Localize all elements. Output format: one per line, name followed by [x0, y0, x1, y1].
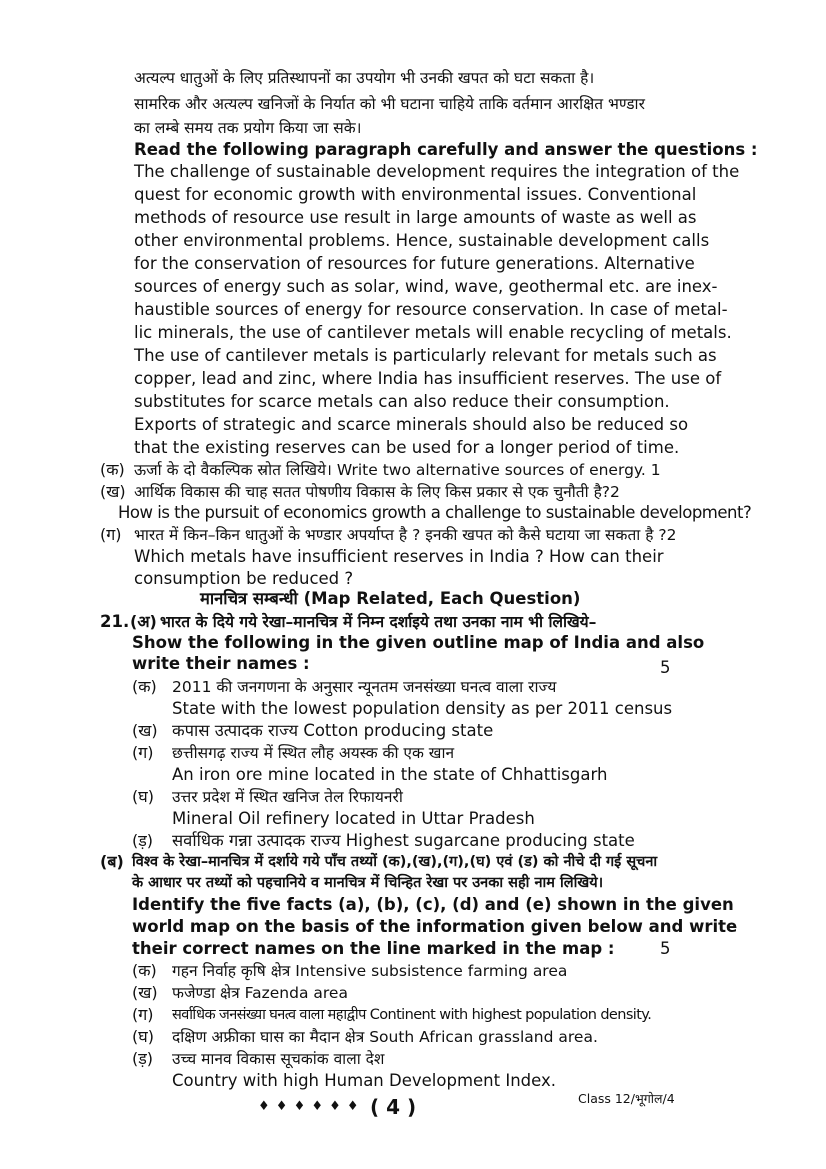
item-line: 2011 की जनगणना के अनुसार न्यूनतम जनसंख्या घनत्व वाला राज्य	[172, 678, 557, 696]
item-line: Mineral Oil refinery located in Uttar Pradesh	[172, 809, 535, 828]
class-code: Class 12/भूगोल/4	[578, 1091, 675, 1106]
item-line: फजेण्डा क्षेत्र Fazenda area	[172, 984, 348, 1002]
item-line: छत्तीसगढ़ राज्य में स्थित लौह अयस्क की एक खान	[172, 744, 455, 762]
item-line: सर्वाधिक जनसंख्या घनत्व वाला महाद्वीप Continent with highest population density.	[172, 1007, 652, 1023]
passage-line: lic minerals, the use of cantilever metals will enable recycling of metals.	[134, 323, 732, 342]
item-label: (ग)	[132, 743, 154, 762]
question-label: (ग)	[100, 525, 122, 544]
item-line: उत्तर प्रदेश में स्थित खनिज तेल रिफायनरी	[172, 788, 403, 806]
item-label: (घ)	[132, 1027, 154, 1046]
item-line: कपास उत्पादक राज्य Cotton producing state	[172, 721, 494, 740]
item-line: सर्वाधिक गन्ना उत्पादक राज्य Highest sugarcane producing state	[172, 831, 635, 850]
part-b-english: their correct names on the line marked in the map :	[132, 939, 615, 958]
footer-stars: ♦ ♦ ♦ ♦ ♦ ♦	[258, 1099, 360, 1114]
passage-line: other environmental problems. Hence, sustainable development calls	[134, 231, 710, 250]
question-line: भारत में किन–किन धातुओं के भण्डार अपर्याप्त है ? इनकी खपत को कैसे घटाया जा सकता है ?2	[134, 526, 677, 544]
item-label: (ग)	[132, 1005, 154, 1024]
item-label: (क)	[132, 677, 157, 696]
item-label: (ड़)	[132, 1049, 154, 1068]
part-a-english: Show the following in the given outline map of India and also	[132, 633, 705, 652]
item-line: उच्च मानव विकास सूचकांक वाला देश	[172, 1050, 385, 1068]
question-label: (ख)	[100, 482, 126, 501]
part-a-marks: 5	[660, 658, 671, 677]
passage-line: copper, lead and zinc, where India has insufficient reserves. The use of	[134, 369, 722, 388]
part-b-marks: 5	[660, 939, 671, 958]
item-line: State with the lowest population density as per 2011 census	[172, 699, 673, 718]
question-line: How is the pursuit of economics growth a challenge to sustainable development?	[118, 503, 752, 522]
question-number: 21.	[100, 612, 130, 631]
passage-line: for the conservation of resources for future generations. Alternative	[134, 254, 695, 273]
part-b-hindi: विश्व के रेखा–मानचित्र में दर्शाये गये पाँच तथ्यों (क),(ख),(ग),(घ) एवं (ड) को नीचे दी गई सूचना	[132, 854, 658, 870]
question-label: (क)	[100, 460, 125, 479]
item-line: दक्षिण अफ्रीका घास का मैदान क्षेत्र South African grassland area.	[172, 1028, 598, 1046]
item-label: (घ)	[132, 787, 154, 806]
item-label: (क)	[132, 961, 157, 980]
passage-line: Exports of strategic and scarce minerals should also be reduced so	[134, 415, 689, 434]
item-line: गहन निर्वाह कृषि क्षेत्र Intensive subsistence farming area	[172, 962, 568, 980]
question-line: ऊर्जा के दो वैकल्पिक स्रोत लिखिये। Write two alternative sources of energy. 1	[134, 461, 661, 479]
item-label: (ड़)	[132, 831, 154, 850]
passage-line: sources of energy such as solar, wind, wave, geothermal etc. are inex-	[134, 277, 718, 296]
item-line: Country with high Human Development Index.	[172, 1071, 557, 1090]
intro-line: का लम्बे समय तक प्रयोग किया जा सके।	[134, 119, 362, 137]
passage-line: methods of resource use result in large amounts of waste as well as	[134, 208, 697, 227]
question-line: आर्थिक विकास की चाह सतत पोषणीय विकास के लिए किस प्रकार से एक चुनौती है?2	[134, 483, 620, 501]
map-section-title: मानचित्र सम्बन्धी (Map Related, Each Question)	[200, 589, 581, 608]
passage-heading: Read the following paragraph carefully and answer the questions :	[134, 140, 758, 159]
passage-line: that the existing reserves can be used for a longer period of time.	[134, 438, 680, 457]
part-b-english: Identify the five facts (a), (b), (c), (d) and (e) shown in the given	[132, 895, 734, 914]
intro-line: सामरिक और अत्यल्प खनिजों के निर्यात को भी घटाना चाहिये ताकि वर्तमान आरक्षित भण्डार	[134, 95, 645, 113]
passage-line: quest for economic growth with environmental issues. Conventional	[134, 185, 697, 204]
part-b-label: (ब)	[100, 852, 124, 871]
part-a-label: (अ)	[130, 612, 157, 631]
part-b-hindi: के आधार पर तथ्यों को पहचानिये व मानचित्र में चिन्हित रेखा पर उनका सही नाम लिखिये।	[132, 875, 604, 891]
item-line: An iron ore mine located in the state of Chhattisgarh	[172, 765, 608, 784]
intro-line: अत्यल्प धातुओं के लिए प्रतिस्थापनों का उपयोग भी उनकी खपत को घटा सकता है।	[134, 69, 595, 87]
part-a-english: write their names :	[132, 654, 310, 673]
part-a-hindi: भारत के दिये गये रेखा–मानचित्र में निम्न दर्शाइये तथा उनका नाम भी लिखिये–	[160, 613, 597, 631]
item-label: (ख)	[132, 983, 158, 1002]
question-line: consumption be reduced ?	[134, 569, 354, 588]
item-label: (ख)	[132, 721, 158, 740]
passage-line: substitutes for scarce metals can also reduce their consumption.	[134, 392, 670, 411]
passage-line: The challenge of sustainable development requires the integration of the	[134, 162, 740, 181]
passage-line: haustible sources of energy for resource conservation. In case of metal-	[134, 300, 728, 319]
part-b-english: world map on the basis of the information given below and write	[132, 917, 738, 936]
question-line: Which metals have insufficient reserves in India ? How can their	[134, 547, 664, 566]
passage-line: The use of cantilever metals is particularly relevant for metals such as	[134, 346, 717, 365]
page-number: ( 4 )	[370, 1095, 417, 1119]
